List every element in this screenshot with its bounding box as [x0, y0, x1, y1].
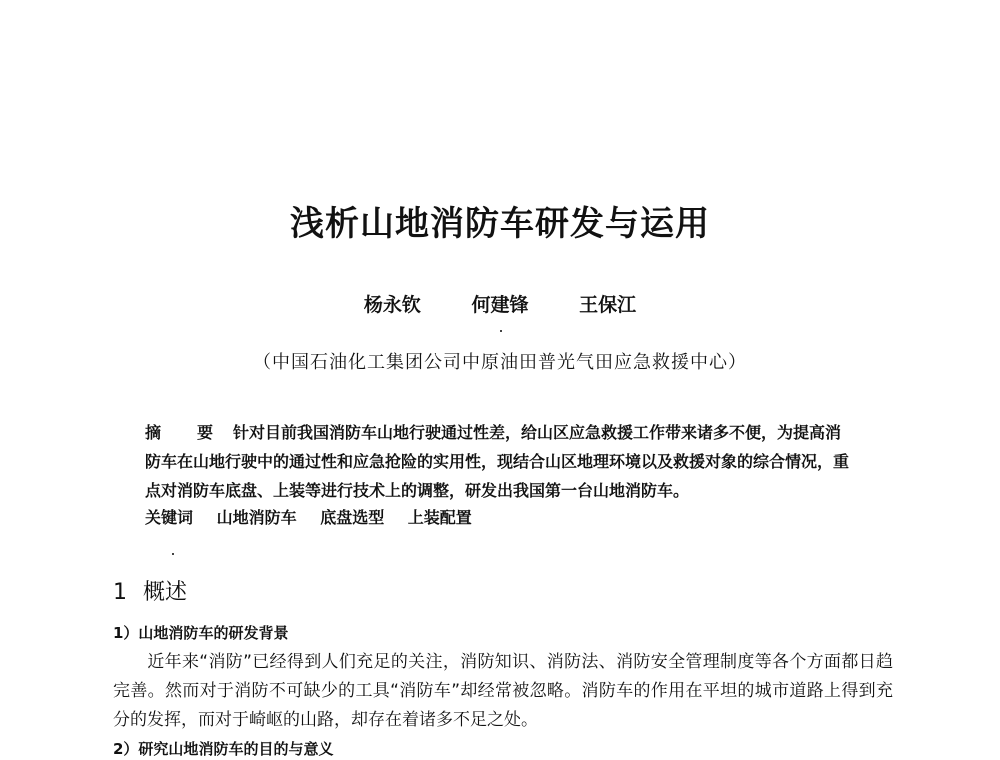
author-name: 王保江: [579, 294, 637, 316]
abstract-text: 针对目前我国消防车山地行驶通过性差，给山区应急救援工作带来诸多不便，为提高消防车在山地行驶中的通过性和应急抢险的实用性，现结合山区地理环境以及救援对象的综合情况，重点对消防车底盘、上装等进行技术上的调整，研发出我国第一台山地消防车。: [145, 423, 850, 500]
body-paragraph: [113, 648, 893, 735]
scan-speck: [500, 330, 502, 332]
section-heading: [113, 575, 187, 606]
section-title: 概述: [143, 580, 188, 605]
keyword: 山地消防车: [216, 508, 297, 527]
keywords-label: 关键词: [145, 508, 194, 527]
paper-title: 浅析山地消防车研发与运用: [290, 204, 710, 244]
author-name: 杨永钦: [363, 294, 421, 316]
author-list: [0, 290, 1000, 317]
keyword: 上装配置: [407, 508, 472, 527]
paragraph-text: 近年来“消防”已经得到人们充足的关注，消防知识、消防法、消防安全管理制度等各个方面都日趋完善。然而对于消防不可缺少的工具“消防车”却经常被忽略。消防车的作用在平坦的城市道路上得到充分的发挥，而对于崎岖的山路，却存在着诸多不足之处。: [113, 652, 893, 730]
abstract-block: [145, 418, 855, 505]
keywords-block: [145, 505, 490, 528]
subsection-heading-1: 1）山地消防车的研发背景: [113, 624, 289, 642]
scan-speck: [172, 553, 174, 555]
abstract-label: 摘 要: [145, 423, 224, 442]
keyword: 底盘选型: [320, 508, 385, 527]
section-number: 1: [113, 580, 127, 605]
author-name: 何建锋: [471, 294, 529, 316]
subsection-heading-2: 2）研究山地消防车的目的与意义: [113, 740, 334, 758]
affiliation: （中国石油化工集团公司中原油田普光气田应急救援中心）: [253, 352, 747, 373]
